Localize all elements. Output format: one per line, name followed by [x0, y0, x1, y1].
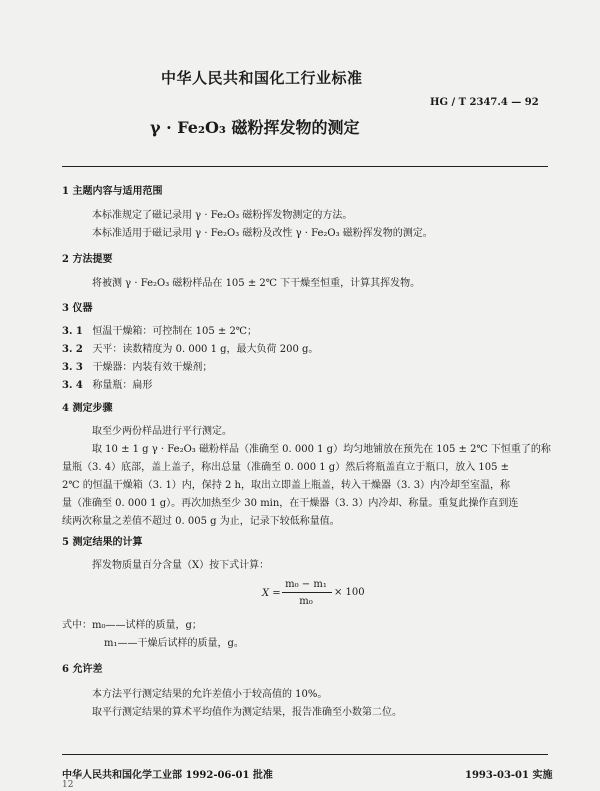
instrument-item-text: 恒温干燥箱：可控制在 105 ± 2℃；	[92, 326, 257, 337]
volatile-formula	[262, 576, 372, 612]
where-clause	[62, 616, 202, 631]
fraction-bar	[282, 592, 332, 593]
instrument-item-text: 天平：读数精度为 0. 000 1 g，最大负荷 200 g。	[92, 344, 319, 355]
implementation-date: 1993-03-01 实施	[465, 770, 553, 781]
formula-factor: × 100	[334, 587, 365, 598]
approval-note: 中华人民共和国化学工业部 1992-06-01 批准	[62, 770, 273, 781]
where-label: 式中：	[62, 620, 92, 631]
section-5-heading: 5 测定结果的计算	[62, 537, 143, 548]
section-4-paragraph-1: 取至少两份样品进行平行测定。	[92, 426, 232, 437]
top-divider	[62, 166, 548, 167]
formula-denominator: m₀	[299, 596, 313, 607]
instrument-item-number: 3. 3	[62, 362, 83, 373]
section-1-paragraph-1: 本标准规定了磁记录用 γ · Fe₂O₃ 磁粉挥发物测定的方法。	[92, 210, 353, 221]
bottom-divider	[62, 754, 548, 755]
where-definition-1: m₀——试样的质量，g；	[92, 620, 202, 631]
section-2-heading: 2 方法提要	[62, 254, 113, 265]
document-title: γ · Fe₂O₃ 磁粉挥发物的测定	[150, 118, 360, 137]
instrument-item-number: 3. 1	[62, 326, 83, 337]
section-6-paragraph-2: 取平行测定结果的算术平均值作为测定结果，报告准确至小数第二位。	[92, 707, 402, 718]
section-2-paragraph-1: 将被测 γ · Fe₂O₃ 磁粉样品在 105 ± 2℃ 下干燥至恒重，计算其挥发物。	[92, 278, 421, 289]
standard-type-heading: 中华人民共和国化工行业标准	[161, 69, 363, 87]
instrument-item	[62, 322, 257, 337]
formula-numerator: m₀ − m₁	[285, 579, 327, 590]
instrument-item-number: 3. 4	[62, 380, 83, 391]
procedure-line: 量（准确至 0. 000 1 g）。再次加热至少 30 min，在干燥器（3. 3）内冷却、称量。重复此操作直到连	[62, 498, 519, 509]
procedure-line: 续两次称量之差值不超过 0. 005 g 为止，记录下较低称量值。	[62, 516, 340, 527]
procedure-line: 量瓶（3. 4）底部，盖上盖子，称出总量（准确至 0. 000 1 g）然后将瓶盖直立于瓶口，放入 105 ±	[62, 462, 510, 473]
instrument-item	[62, 340, 318, 355]
section-6-heading: 6 允许差	[62, 664, 103, 675]
section-5-paragraph-1: 挥发物质量百分含量（X）按下式计算：	[92, 560, 270, 571]
procedure-line: 取 10 ± 1 g γ · Fe₂O₃ 磁粉样品（准确至 0. 000 1 g）均匀地铺放在预先在 105 ± 2℃ 下恒重了的称	[92, 444, 551, 455]
procedure-line: 2℃ 的恒温干燥箱（3. 1）内，保持 2 h，取出立即盖上瓶盖，转入干燥器（3. 3）内冷却至室温，称	[62, 480, 511, 491]
page-number: 12	[62, 780, 74, 790]
formula-lhs: X =	[262, 588, 281, 599]
standard-code: HG / T 2347.4 — 92	[430, 97, 539, 108]
section-3-heading: 3 仪器	[62, 303, 93, 314]
section-4-heading: 4 测定步骤	[62, 403, 113, 414]
instrument-item-text: 称量瓶：扁形	[92, 380, 153, 391]
instrument-item	[62, 376, 152, 391]
section-1-paragraph-2: 本标准适用于磁记录用 γ · Fe₂O₃ 磁粉及改性 γ · Fe₂O₃ 磁粉挥发物的测定。	[92, 228, 433, 239]
section-1-heading: 1 主题内容与适用范围	[62, 186, 163, 197]
where-definition-2: m₁——干燥后试样的质量，g。	[104, 638, 244, 649]
instrument-item-text: 干燥器：内装有效干燥剂；	[92, 362, 213, 373]
section-6-paragraph-1: 本方法平行测定结果的允许差值小于较高值的 10%。	[92, 689, 328, 700]
instrument-item	[62, 358, 212, 373]
instrument-item-number: 3. 2	[62, 344, 83, 355]
